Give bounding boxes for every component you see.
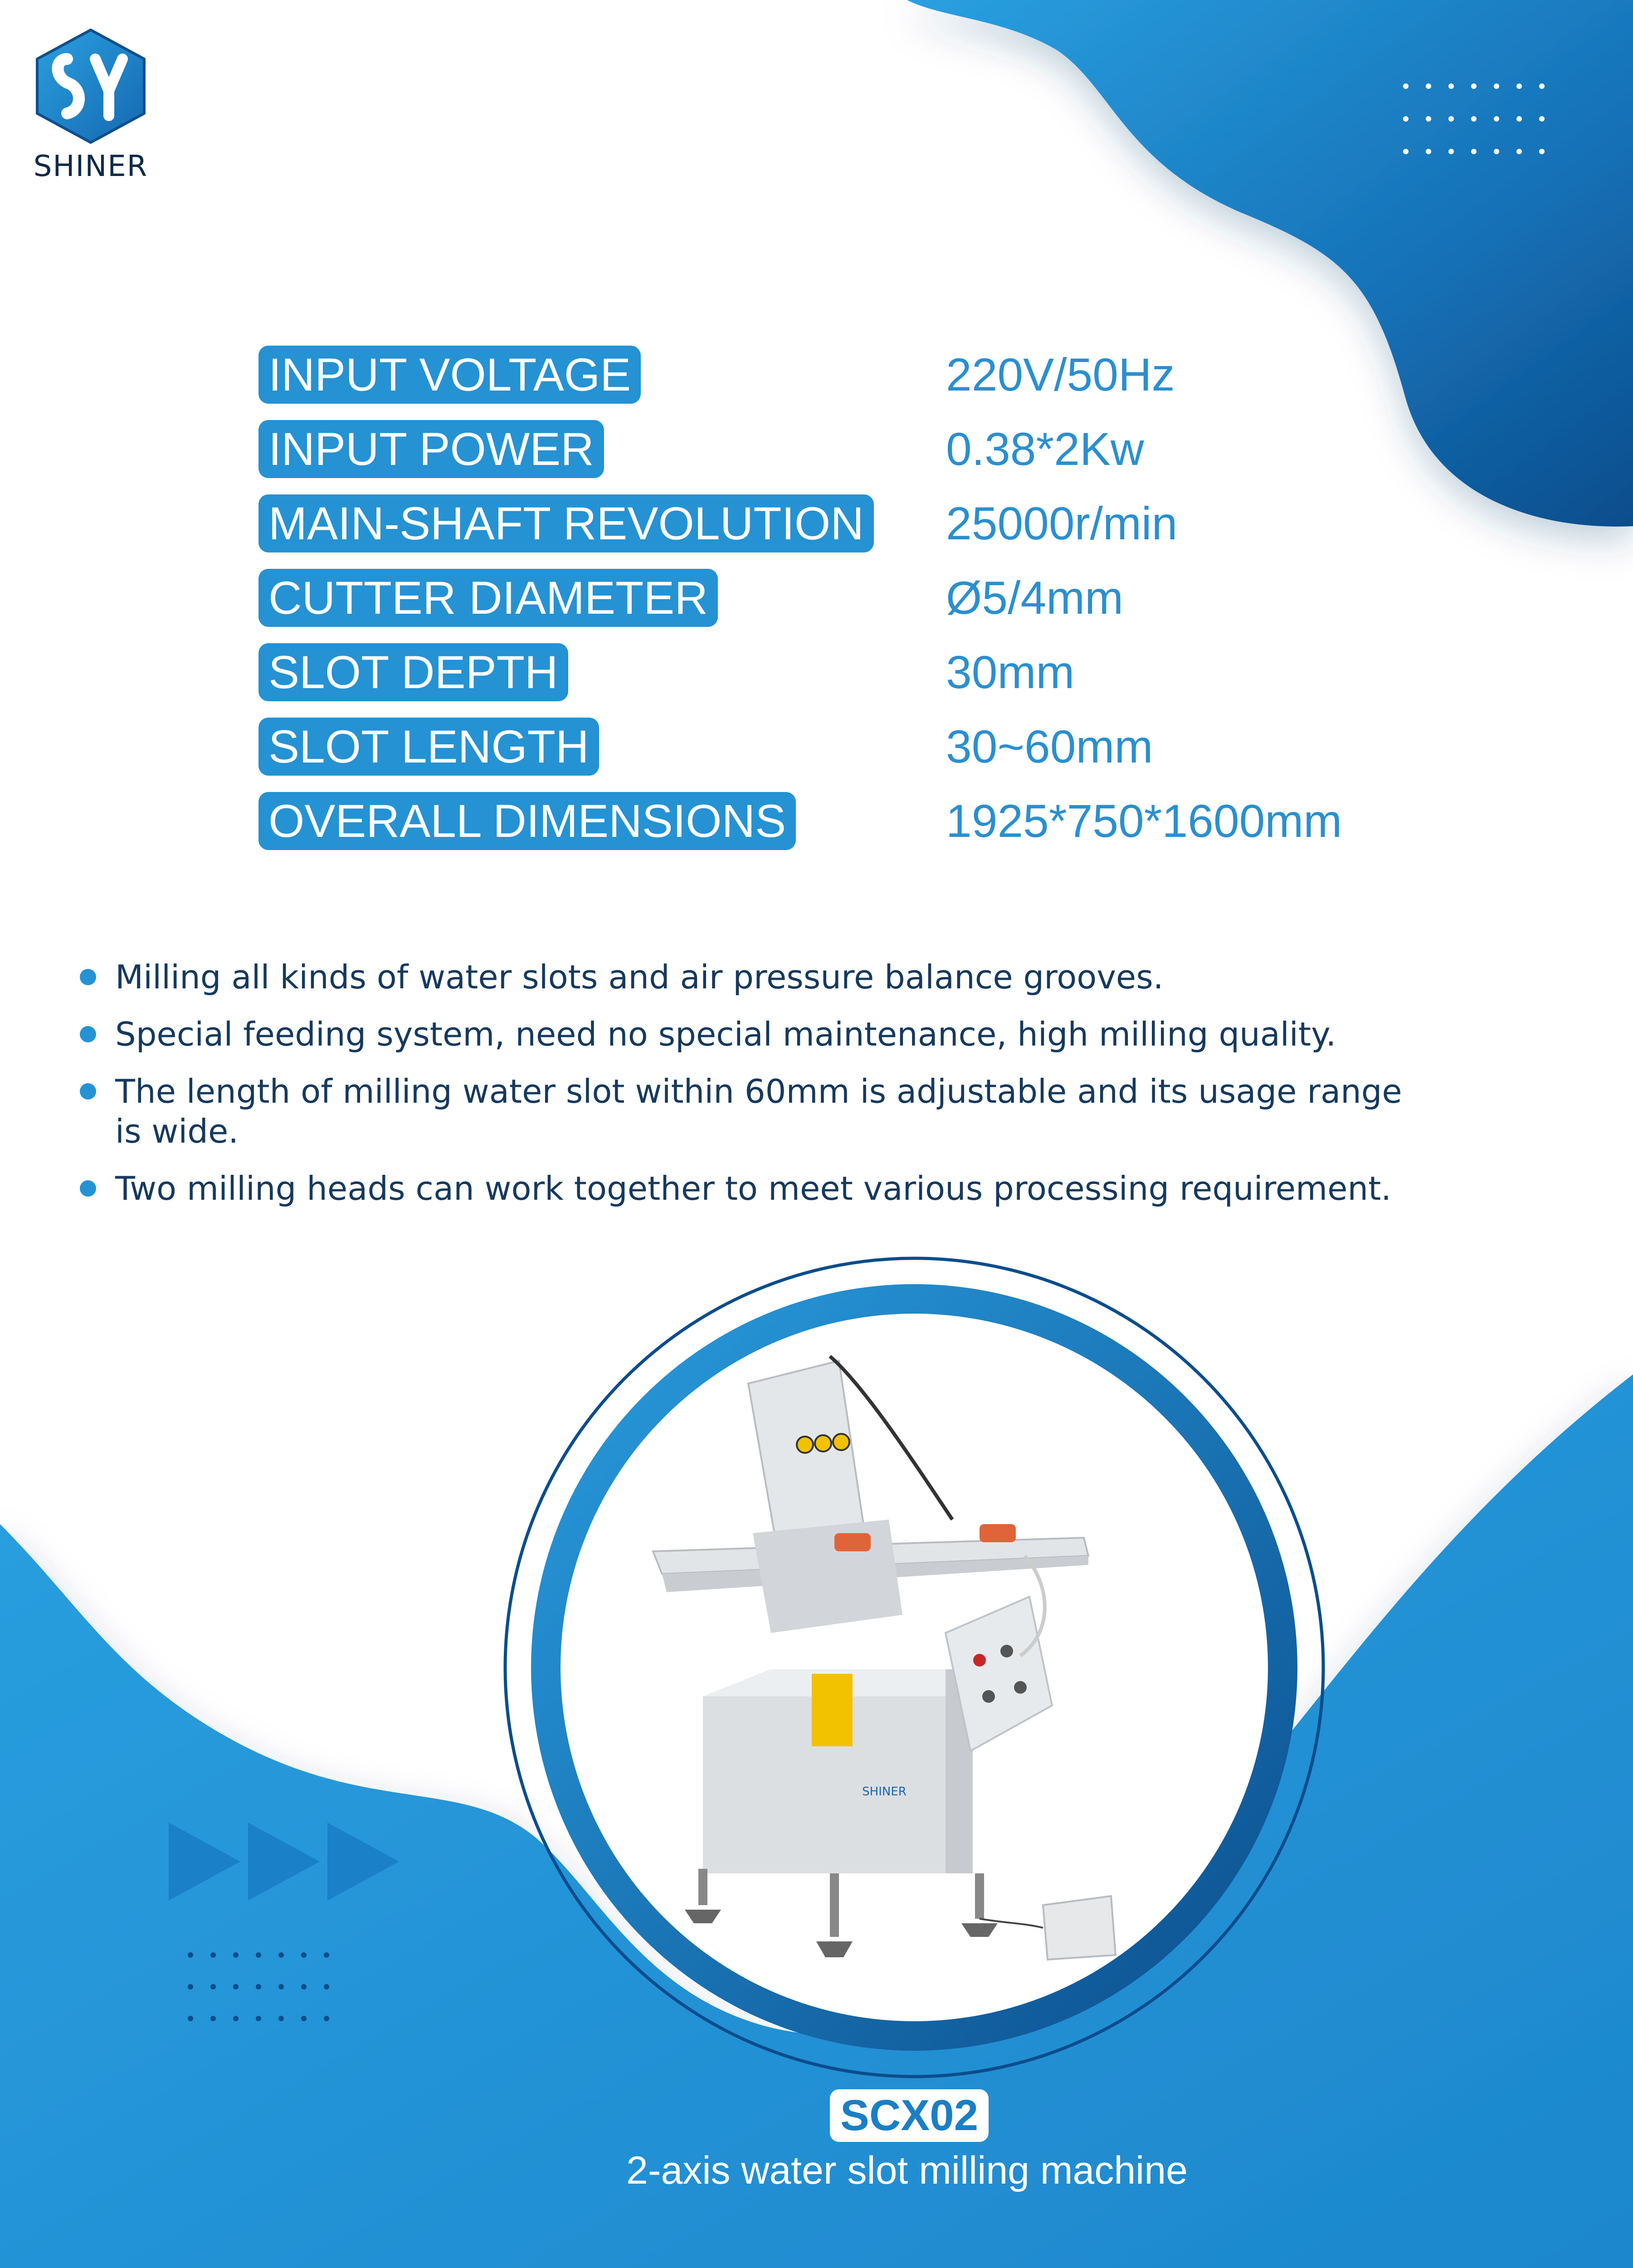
spec-value: Ø5/4mm bbox=[946, 572, 1124, 624]
spec-label: OVERALL DIMENSIONS bbox=[258, 792, 796, 850]
feature-list bbox=[77, 957, 1483, 1226]
spec-label: INPUT VOLTAGE bbox=[258, 346, 641, 404]
bullet-dot-icon bbox=[80, 969, 96, 985]
list-item bbox=[77, 1014, 1483, 1054]
list-item bbox=[77, 957, 1483, 997]
list-item bbox=[77, 1168, 1483, 1208]
bullet-dot-icon bbox=[80, 1026, 96, 1042]
white-disc bbox=[561, 1314, 1268, 2021]
spec-label: INPUT POWER bbox=[258, 420, 604, 478]
list-item bbox=[77, 1071, 1412, 1151]
spec-label: SLOT LENGTH bbox=[258, 718, 599, 776]
spec-label: CUTTER DIAMETER bbox=[258, 569, 718, 627]
logo-hexagon-icon bbox=[27, 27, 154, 145]
machine-badge: SHINER bbox=[862, 1785, 907, 1799]
feature-text: Special feeding system, need no special maintenance, high milling quality. bbox=[115, 1015, 1336, 1053]
spec-value: 30mm bbox=[946, 646, 1075, 698]
spec-label: SLOT DEPTH bbox=[258, 643, 568, 701]
spec-label: MAIN-SHAFT REVOLUTION bbox=[258, 494, 874, 552]
spec-value: 30~60mm bbox=[946, 721, 1153, 772]
feature-text: Two milling heads can work together to meet various processing requirement. bbox=[115, 1169, 1392, 1207]
product-name: 2-axis water slot milling machine bbox=[626, 2149, 1188, 2192]
spec-value: 220V/50Hz bbox=[946, 349, 1175, 401]
feature-text: The length of milling water slot within 60mm is adjustable and its usage range is wide. bbox=[115, 1072, 1402, 1150]
spec-value: 1925*750*1600mm bbox=[946, 795, 1342, 847]
spec-value: 0.38*2Kw bbox=[946, 423, 1144, 475]
bullet-dot-icon bbox=[80, 1180, 96, 1197]
spec-value: 25000r/min bbox=[946, 498, 1178, 549]
brand-name: SHINER bbox=[33, 150, 148, 183]
product-model: SCX02 bbox=[830, 2089, 989, 2142]
feature-text: Milling all kinds of water slots and air pressure balance grooves. bbox=[115, 958, 1164, 996]
bullet-dot-icon bbox=[80, 1083, 96, 1100]
